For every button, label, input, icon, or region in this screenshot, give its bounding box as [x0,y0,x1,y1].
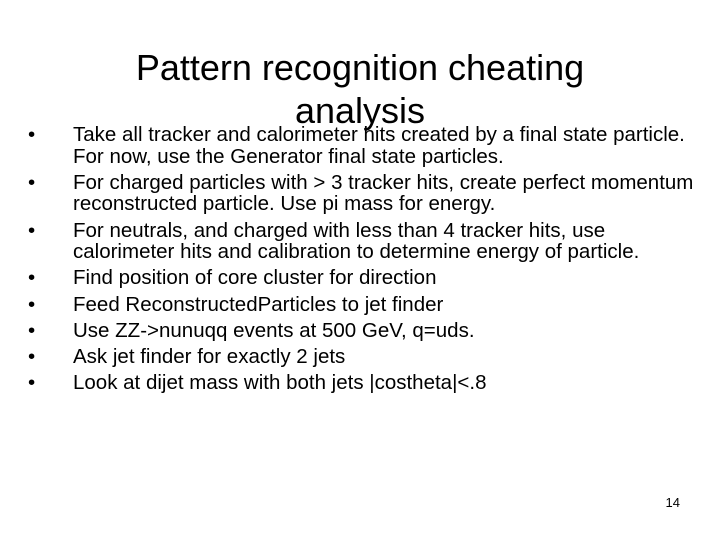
bullet-text: For neutrals, and charged with less than 4 tracker hits, use calorimeter hits and calibration to determine energy of particle. [73,218,640,264]
slide-title [60,46,660,132]
page-number: 14 [665,495,680,510]
bullet-icon: • [28,123,36,146]
bullet-item [28,172,696,215]
bullet-item [28,220,696,263]
bullet-item [28,320,696,342]
bullet-item [28,267,696,289]
bullet-icon: • [28,218,36,242]
bullet-icon: • [28,292,36,316]
bullet-text: Look at dijet mass with both jets |costheta|<.8 [73,371,487,395]
bullet-text: Feed ReconstructedParticles to jet finder [73,292,444,316]
bullet-item [28,124,696,167]
slide-title-line-2: analysis [294,90,426,132]
slide-title-line-1: Pattern recognition cheating [135,47,585,89]
bullet-icon: • [28,266,36,290]
bullet-text: Take all tracker and calorimeter hits created by a final state particle. For now, use the Generator final state particles. [73,123,685,168]
bullet-text: Find position of core cluster for direction [73,266,437,290]
bullet-list [28,124,696,398]
bullet-item [28,346,696,368]
bullet-icon: • [28,344,36,368]
bullet-text: Use ZZ->nunuqq events at 500 GeV, q=uds. [73,318,475,342]
bullet-text: For charged particles with > 3 tracker hits, create perfect momentum reconstructed particle. Use pi mass for energy. [73,170,694,216]
bullet-icon: • [28,170,36,194]
bullet-item [28,294,696,316]
bullet-item [28,372,696,394]
bullet-icon: • [28,371,36,395]
bullet-icon: • [28,318,36,342]
bullet-text: Ask jet finder for exactly 2 jets [73,344,346,368]
